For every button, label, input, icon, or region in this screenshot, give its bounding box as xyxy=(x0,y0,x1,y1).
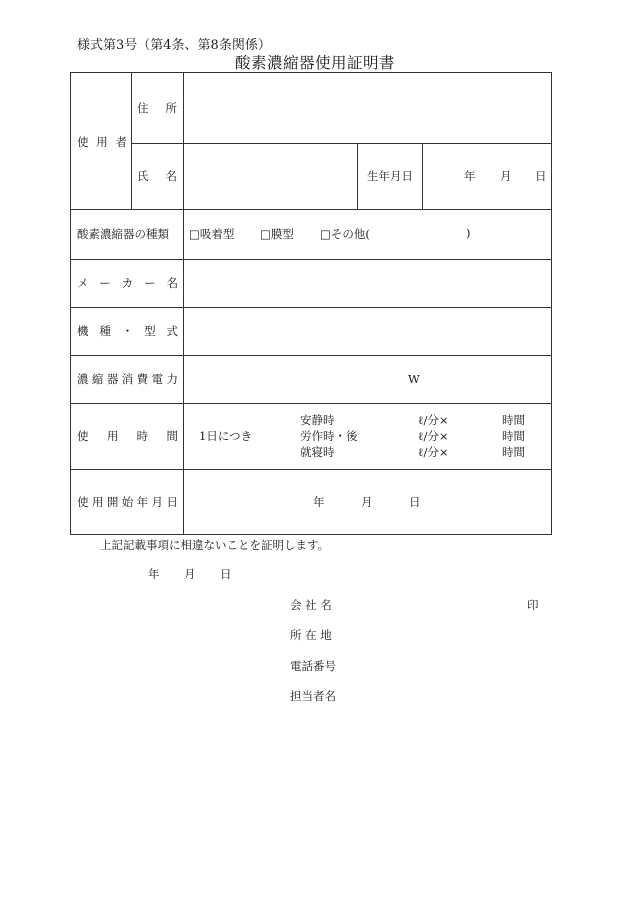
birthdate-day-unit: 日 xyxy=(535,169,547,183)
usage-time-label: 使 用 時 間 xyxy=(77,429,178,443)
table-border-bottom xyxy=(70,534,552,535)
checkbox-icon[interactable]: □ xyxy=(260,227,271,241)
address-label: 住 所 xyxy=(137,101,177,115)
usage-state-exertion: 労作時・後 xyxy=(300,429,358,443)
table-border-left xyxy=(70,72,71,535)
usage-rate-rest[interactable]: ℓ/分× xyxy=(418,413,449,427)
start-date-year-unit: 年 xyxy=(313,495,325,509)
col-divider-user xyxy=(131,72,132,209)
certification-month-unit: 月 xyxy=(184,567,196,581)
usage-hours-exertion[interactable]: 時間 xyxy=(502,429,525,443)
address-field[interactable] xyxy=(184,73,551,143)
user-label: 使 用 者 xyxy=(77,135,127,149)
model-field[interactable] xyxy=(184,308,551,355)
type-option-membrane[interactable]: □膜型 xyxy=(260,227,294,241)
usage-time-field xyxy=(184,404,551,469)
certificate-form-table xyxy=(70,72,552,535)
birthdate-label: 生年月日 xyxy=(367,169,413,183)
start-date-month-unit: 月 xyxy=(361,495,373,509)
model-label: 機 種 ・ 型 式 xyxy=(77,324,178,338)
table-border-right xyxy=(551,72,552,535)
start-date-field[interactable] xyxy=(184,470,551,534)
form-number: 様式第3号（第4条、第8条関係） xyxy=(77,38,271,53)
power-field[interactable] xyxy=(184,356,551,403)
power-unit: W xyxy=(408,372,420,386)
usage-state-sleep: 就寝時 xyxy=(300,445,335,459)
checkbox-icon[interactable]: □ xyxy=(189,227,200,241)
birthdate-month-unit: 月 xyxy=(500,169,512,183)
usage-rate-exertion[interactable]: ℓ/分× xyxy=(418,429,449,443)
type-option-adsorption[interactable]: □吸着型 xyxy=(189,227,235,241)
usage-rate-sleep[interactable]: ℓ/分× xyxy=(418,445,449,459)
name-field[interactable] xyxy=(184,144,357,209)
start-date-day-unit: 日 xyxy=(409,495,421,509)
phone-number-label: 電話番号 xyxy=(290,659,336,673)
power-label: 濃 縮 器 消 費 電 力 xyxy=(77,372,178,386)
type-option-other[interactable]: □その他( xyxy=(320,227,370,241)
person-in-charge-label: 担当者名 xyxy=(290,689,336,703)
document-title: 酸素濃縮器使用証明書 xyxy=(234,54,395,72)
certification-year-unit: 年 xyxy=(148,567,160,581)
type-label: 酸素濃縮器の種類 xyxy=(77,227,169,241)
company-name-label: 会 社 名 xyxy=(290,598,332,612)
type-options xyxy=(184,210,551,259)
start-date-label: 使 用 開 始 年 月 日 xyxy=(77,495,178,509)
usage-hours-rest[interactable]: 時間 xyxy=(502,413,525,427)
type-other-close-paren: ) xyxy=(466,226,471,240)
checkbox-icon[interactable]: □ xyxy=(320,227,331,241)
name-label: 氏 名 xyxy=(137,169,177,183)
birthdate-year-unit: 年 xyxy=(464,169,476,183)
seal-mark: 印 xyxy=(527,598,539,612)
company-address-label: 所 在 地 xyxy=(290,628,332,642)
usage-state-rest: 安静時 xyxy=(300,413,335,427)
certification-day-unit: 日 xyxy=(220,567,232,581)
birthdate-field[interactable] xyxy=(423,144,551,209)
maker-field[interactable] xyxy=(184,260,551,307)
certification-statement: 上記記載事項に相違ないことを証明します。 xyxy=(100,538,330,552)
usage-hours-sleep[interactable]: 時間 xyxy=(502,445,525,459)
maker-label: メ ー カ ー 名 xyxy=(77,276,178,290)
usage-per-day: 1日につき xyxy=(199,429,253,443)
